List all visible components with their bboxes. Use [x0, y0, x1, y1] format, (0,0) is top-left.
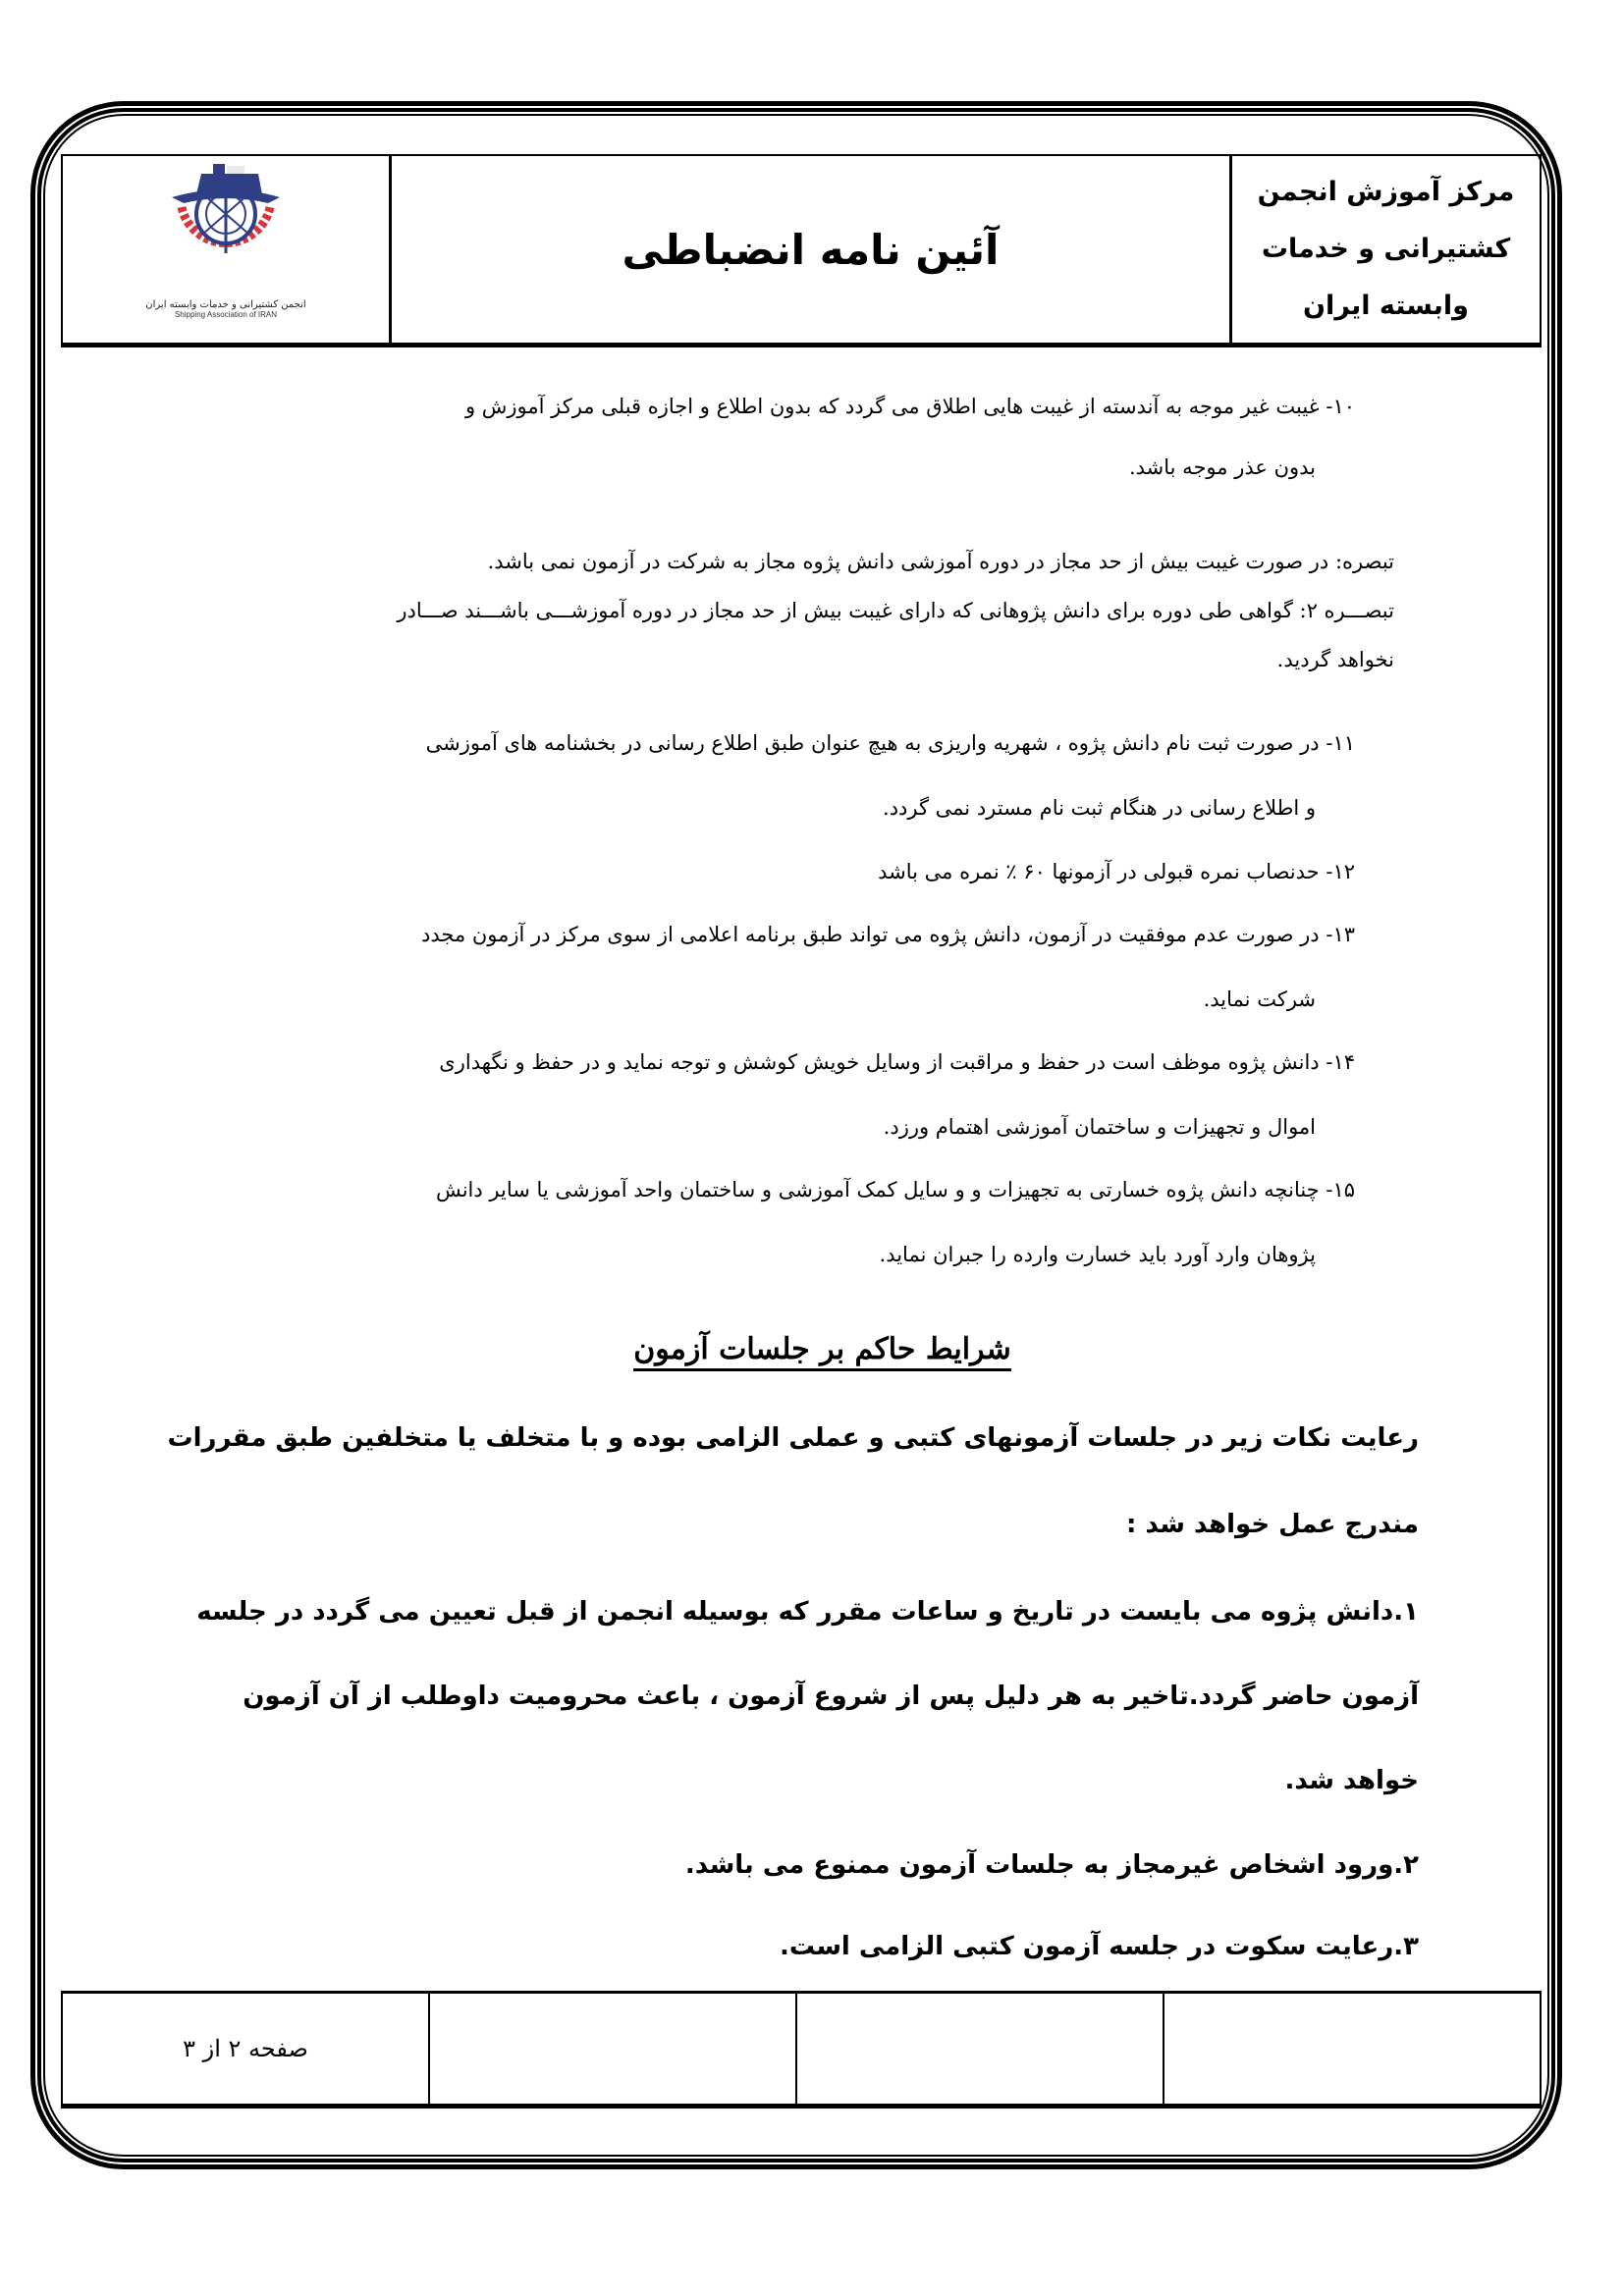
- intro-line: مندرج عمل خواهد شد :: [1125, 1510, 1419, 1539]
- page-number: صفحه ۲ از ۳: [183, 2035, 308, 2062]
- note-line: تبصـــره ۲: گواهی طی دوره برای دانش پژوهانی که دارای غیبت بیش از حد مجاز در دوره آموزشـــی باشـــند صـــادر: [397, 599, 1394, 622]
- rule-line: و اطلاع رسانی در هنگام ثبت نام مسترد نمی گردد.: [883, 796, 1316, 820]
- organization-name-line: مرکز آموزش انجمن: [1257, 177, 1515, 207]
- logo-text-fa: انجمن کشتیرانی و خدمات وابسته ایران: [145, 299, 306, 310]
- exam-rule-line: ۱.دانش پژوه می بایست در تاریخ و ساعات مقرر که بوسیله انجمن از قبل تعیین می گردد در جلسه: [196, 1597, 1419, 1627]
- rule-line: بدون عذر موجه باشد.: [1128, 455, 1316, 479]
- document-footer: [61, 1991, 1542, 2109]
- rule-line: ۱۱- در صورت ثبت نام دانش پژوه ، شهریه واریزی به هیچ عنوان طبق اطلاع رسانی در بخشنامه های آموزشی: [425, 731, 1355, 755]
- exam-rule-line: خواهد شد.: [1284, 1766, 1419, 1795]
- organization-name-line: وابسته ایران: [1303, 291, 1469, 321]
- rule-line: ۱۲- حدنصاب نمره قبولی در آزمونها ۶۰ ٪ نمره می باشد: [878, 860, 1355, 883]
- note-line: تبصره: در صورت غیبت بیش از حد مجاز در دوره آموزشی دانش پژوه مجاز به شرکت در آزمون نمی باشد.: [487, 550, 1394, 573]
- rule-line: ۱۵- چنانچه دانش پژوه خسارتی به تجهیزات و و سایل کمک آموزشی و ساختمان واحد آموزشی یا سایر دانش: [435, 1178, 1355, 1201]
- intro-line: رعایت نکات زیر در جلسات آزمونهای کتبی و عملی الزامی بوده و با متخلف یا متخلفین طبق مقررات: [167, 1423, 1419, 1453]
- footer-empty-cell: [1164, 1994, 1540, 2104]
- document-title: آئین نامه انضباطی: [622, 225, 1000, 274]
- exam-rule-line: آزمون حاضر گردد.تاخیر به هر دلیل پس از شروع آزمون ، باعث محرومیت داوطلب از آن آزمون: [243, 1682, 1419, 1711]
- exam-section-heading-text: شرایط حاکم بر جلسات آزمون: [633, 1332, 1011, 1371]
- rule-line: ۱۳- در صورت عدم موفقیت در آزمون، دانش پژوه می تواند طبق برنامه اعلامی از سوی مرکز در آزمون مجدد: [421, 923, 1355, 946]
- rule-line: ۱۰- غیبت غیر موجه به آندسته از غیبت هایی اطلاق می گردد که بدون اطلاع و اجازه قبلی مرکز آموزش و: [464, 395, 1355, 418]
- exam-section-heading: [226, 1332, 1419, 1366]
- logo-text-en: Shipping Association of IRAN: [174, 310, 278, 319]
- exam-rule-line: ۳.رعایت سکوت در جلسه آزمون کتبی الزامی است.: [779, 1932, 1419, 1961]
- footer-page-cell: [63, 1994, 430, 2104]
- exam-rule-line: ۲.ورود اشخاص غیرمجاز به جلسات آزمون ممنوع می باشد.: [684, 1850, 1419, 1880]
- note-line: نخواهد گردید.: [1276, 648, 1394, 671]
- footer-empty-cell: [797, 1994, 1164, 2104]
- rule-line: ۱۴- دانش پژوه موظف است در حفظ و مراقبت از وسایل خویش کوشش و توجه نماید و در حفظ و نگهداری: [439, 1050, 1355, 1074]
- rule-line: شرکت نماید.: [1203, 988, 1316, 1011]
- organization-name-line: کشتیرانی و خدمات: [1261, 234, 1511, 264]
- rule-line: پژوهان وارد آورد باید خسارت وارده را جبران نماید.: [879, 1243, 1316, 1266]
- footer-empty-cell: [430, 1994, 797, 2104]
- rule-line: اموال و تجهیزات و ساختمان آموزشی اهتمام ورزد.: [883, 1115, 1316, 1139]
